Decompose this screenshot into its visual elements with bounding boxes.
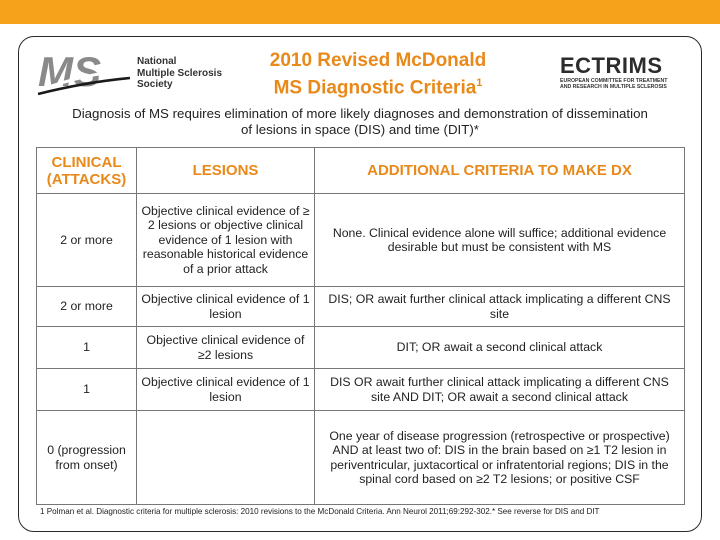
title-line-2-text: MS Diagnostic Criteria [273, 77, 477, 99]
ectrims-subtitle-2: AND RESEARCH IN MULTIPLE SCLEROSIS [560, 84, 667, 90]
top-accent-bar [0, 0, 720, 24]
cell-clinical: 0 (progression from onset) [37, 411, 137, 505]
nmss-line: Multiple Sclerosis [137, 67, 223, 79]
table-row [37, 411, 685, 505]
svg-text:MS: MS [38, 48, 101, 95]
title-superscript: 1 [476, 77, 483, 89]
ectrims-wordmark: ECTRIMS [560, 53, 663, 78]
cell-clinical: 1 [37, 327, 137, 369]
criteria-table [36, 147, 685, 505]
intro-line-1: Diagnosis of MS requires elimination of more likely diagnoses and demonstration of dissemination [72, 106, 648, 121]
ectrims-subtitle-1: EUROPEAN COMMITTEE FOR TREATMENT [560, 78, 668, 84]
title-line-1: 2010 Revised McDonald [269, 50, 487, 71]
cell-clinical: 2 or more [37, 194, 137, 287]
page-title [228, 50, 528, 99]
intro-text [70, 106, 650, 138]
nmss-name [137, 56, 222, 91]
cell-criteria: DIS; OR await further clinical attack implicating a different CNS site [315, 287, 685, 327]
cell-lesions [137, 411, 315, 505]
ectrims-logo [560, 54, 685, 90]
cell-criteria: DIS OR await further clinical attack implicating a different CNS site AND DIT; OR await a second clinical attack [315, 369, 685, 411]
nmss-line: National [137, 56, 177, 67]
nmss-line: Society [137, 79, 173, 90]
cell-lesions: Objective clinical evidence of 1 lesion [137, 287, 315, 327]
cell-clinical: 2 or more [37, 287, 137, 327]
table-header-row [37, 148, 685, 194]
footnote: 1 Polman et al. Diagnostic criteria for multiple sclerosis: 2010 revisions to the McDonald Criteria. Ann Neurol 2011;69:292-302.* See reverse for DIS and DIT [40, 507, 600, 516]
cell-lesions: Objective clinical evidence of ≥ 2 lesions or objective clinical evidence of 1 lesion with reasonable historical evidence of a prior attack [137, 194, 315, 287]
ms-society-logo [36, 48, 132, 98]
intro-line-2: of lesions in space (DIS) and time (DIT)* [241, 122, 479, 137]
table-row [37, 327, 685, 369]
table-row [37, 287, 685, 327]
cell-criteria: DIT; OR await a second clinical attack [315, 327, 685, 369]
cell-lesions: Objective clinical evidence of ≥2 lesions [137, 327, 315, 369]
header-lesions: LESIONS [137, 148, 315, 194]
cell-criteria: One year of disease progression (retrospective or prospective) AND at least two of: DIS in the brain based on ≥1 T2 lesion in periventricular, juxtacortical or infratentorial regions; DIS in the spinal cord based on ≥2 T2 lesions; or positive CSF [315, 411, 685, 505]
header-additional-criteria: ADDITIONAL CRITERIA TO MAKE DX [315, 148, 685, 194]
cell-lesions: Objective clinical evidence of 1 lesion [137, 369, 315, 411]
table-row [37, 194, 685, 287]
cell-criteria: None. Clinical evidence alone will suffice; additional evidence desirable but must be consistent with MS [315, 194, 685, 287]
table-row [37, 369, 685, 411]
cell-clinical: 1 [37, 369, 137, 411]
header-clinical: CLINICAL (ATTACKS) [37, 148, 137, 194]
title-line-2 [228, 72, 528, 99]
